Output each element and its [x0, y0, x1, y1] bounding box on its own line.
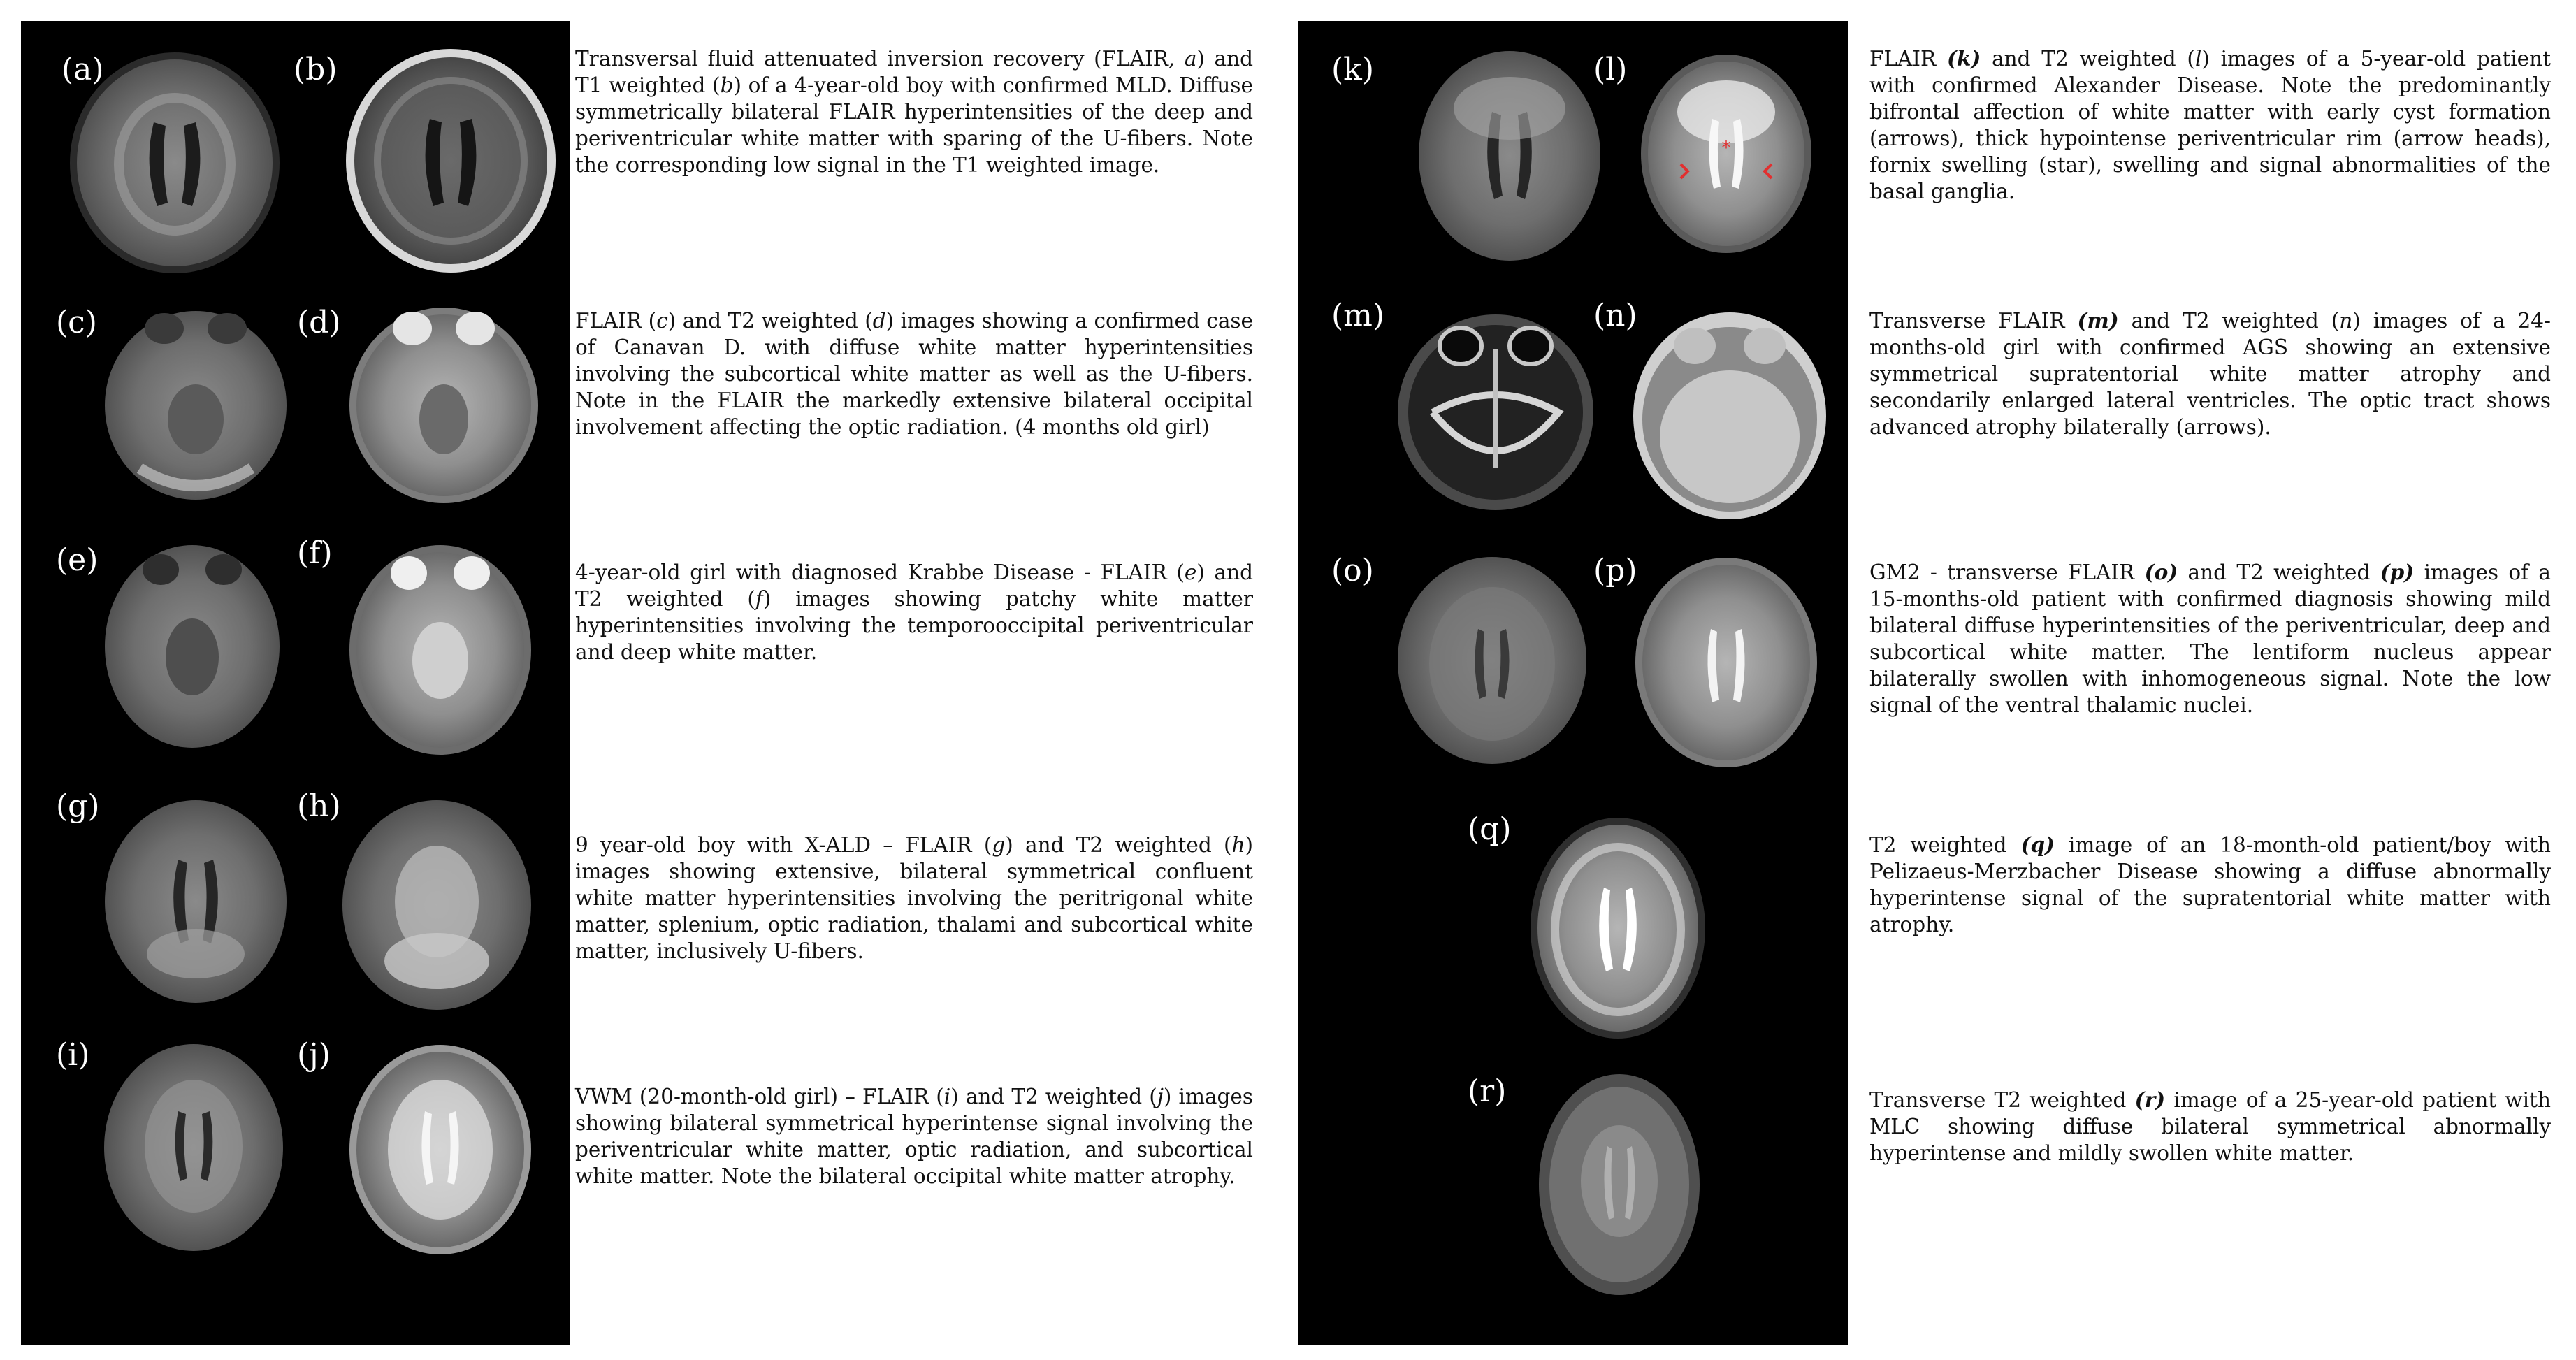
label-c: (c) — [56, 305, 97, 340]
label-r: (r) — [1468, 1073, 1507, 1109]
mri-scan-r-t2 — [1534, 1069, 1705, 1300]
mri-scan-q-t2 — [1524, 811, 1712, 1045]
mri-scan-f-t2 — [342, 538, 538, 762]
label-k: (k) — [1331, 52, 1374, 87]
mri-scan-g-flair — [98, 797, 294, 1006]
label-p: (p) — [1593, 553, 1637, 588]
mri-scan-c-flair — [98, 301, 294, 503]
svg-text:*: * — [1721, 138, 1731, 159]
label-j: (j) — [297, 1037, 331, 1073]
mri-scan-k-flair — [1412, 45, 1607, 266]
label-o: (o) — [1331, 553, 1374, 588]
label-l: (l) — [1593, 52, 1628, 87]
caption-op: GM2 - transverse FLAIR (o) and T2 weighted (p) images of a 15-months-old patient with confirmed diagnosis showing mild bilateral diffuse hyperintensities of the periventricular, deep and subcortical white matter. The lentiform nucleus appear bilaterally swollen with inhomogeneous signal. Note the low signal of the ventral thalamic nuclei. — [1869, 560, 2552, 717]
label-g: (g) — [56, 788, 100, 824]
caption-r: Transverse T2 weighted (r) image of a 25-year-old patient with MLC showing diffuse bilateral symmetrical abnormally hyperintense and mildly swollen white matter. — [1869, 1087, 2551, 1165]
mri-scan-e-flair — [98, 538, 287, 751]
caption-ab: Transversal fluid attenuated inversion recovery (FLAIR, a) and T1 weighted (b) of a 4-year-old boy with confirmed MLD. Diffuse symmetrically bilateral FLAIR hyperintensities of the deep and periventricular white matter with sparing of the U-fibers. Note the corresponding low signal in the T1 weighted image. — [575, 47, 1253, 177]
mri-scan-p-t2 — [1628, 552, 1824, 772]
mri-scan-a-flair — [59, 45, 290, 280]
mri-scan-b-t1 — [335, 42, 566, 280]
caption-q: T2 weighted (q) image of an 18-month-old patient/boy with Pelizaeus-Merzbacher Disease showing a diffuse abnormally hyperintense signal of the supratentorial white matter with atrophy. — [1869, 832, 2551, 936]
caption-mn: Transverse FLAIR (m) and T2 weighted (n) images of a 24-months-old girl with confirmed AGS showing an extensive symmetrical supratentorial white matter atrophy and secondarily enlarged lateral ventricles. The optic tract shows advanced atrophy bilaterally (arrows). — [1869, 308, 2551, 439]
caption-cd: FLAIR (c) and T2 weighted (d) images showing a confirmed case of Canavan D. with diffuse white matter hyperintensities involving the subcortical white matter as well as the U-fibers. Note in the FLAIR the markedly extensive bilateral occipital involvement affecting the optic radiation. (4 months old girl) — [575, 309, 1254, 439]
mri-scan-o-flair — [1391, 552, 1593, 769]
caption-kl: FLAIR (k) and T2 weighted (l) images of a 5-year-old patient with confirmed Alexander Disease. Note the predominantly bifrontal affection of white matter with early cyst formation (arrows), thick hypointense periventricular rim (arrow heads), fornix swelling (star), swelling and signal abnormalities of the basal ganglia. — [1869, 46, 2551, 203]
label-d: (d) — [297, 305, 341, 340]
caption-ij: VWM (20-month-old girl) – FLAIR (i) and T2 weighted (j) images showing bilateral symmetrical hyperintense signal involving the periventricular white matter, optic radiation, and subcortical white matter. Note the bilateral occipital white matter atrophy. — [575, 1085, 1253, 1188]
label-e: (e) — [56, 542, 99, 578]
label-i: (i) — [56, 1037, 90, 1073]
mri-scan-d-t2 — [342, 301, 545, 507]
label-f: (f) — [297, 535, 333, 571]
label-h: (h) — [297, 788, 341, 824]
mri-scan-m-flair — [1391, 308, 1600, 517]
label-a: (a) — [61, 52, 104, 87]
mri-scan-n-t2 — [1628, 308, 1831, 524]
caption-gh: 9 year-old boy with X-ALD – FLAIR (g) and T2 weighted (h) images showing extensive, bilateral symmetrical confluent white matter hyperintensities involving the peritrigonal white matter, splenium, optic radiation, thalami and subcortical white matter, inclusively U-fibers. — [575, 833, 1253, 963]
mri-scan-h-t2 — [335, 797, 538, 1013]
caption-ef: 4-year-old girl with diagnosed Krabbe Disease - FLAIR (e) and T2 weighted (f) images showing patchy white matter hyperintensities involving the temporooccipital periventricular and deep white matter. — [575, 560, 1253, 664]
label-q: (q) — [1468, 811, 1512, 847]
label-n: (n) — [1593, 298, 1637, 333]
mri-scan-i-flair — [98, 1041, 290, 1254]
label-m: (m) — [1331, 298, 1385, 333]
mri-scan-l-t2 — [1635, 49, 1817, 259]
mri-scan-j-t2 — [342, 1041, 538, 1258]
label-b: (b) — [294, 52, 338, 87]
